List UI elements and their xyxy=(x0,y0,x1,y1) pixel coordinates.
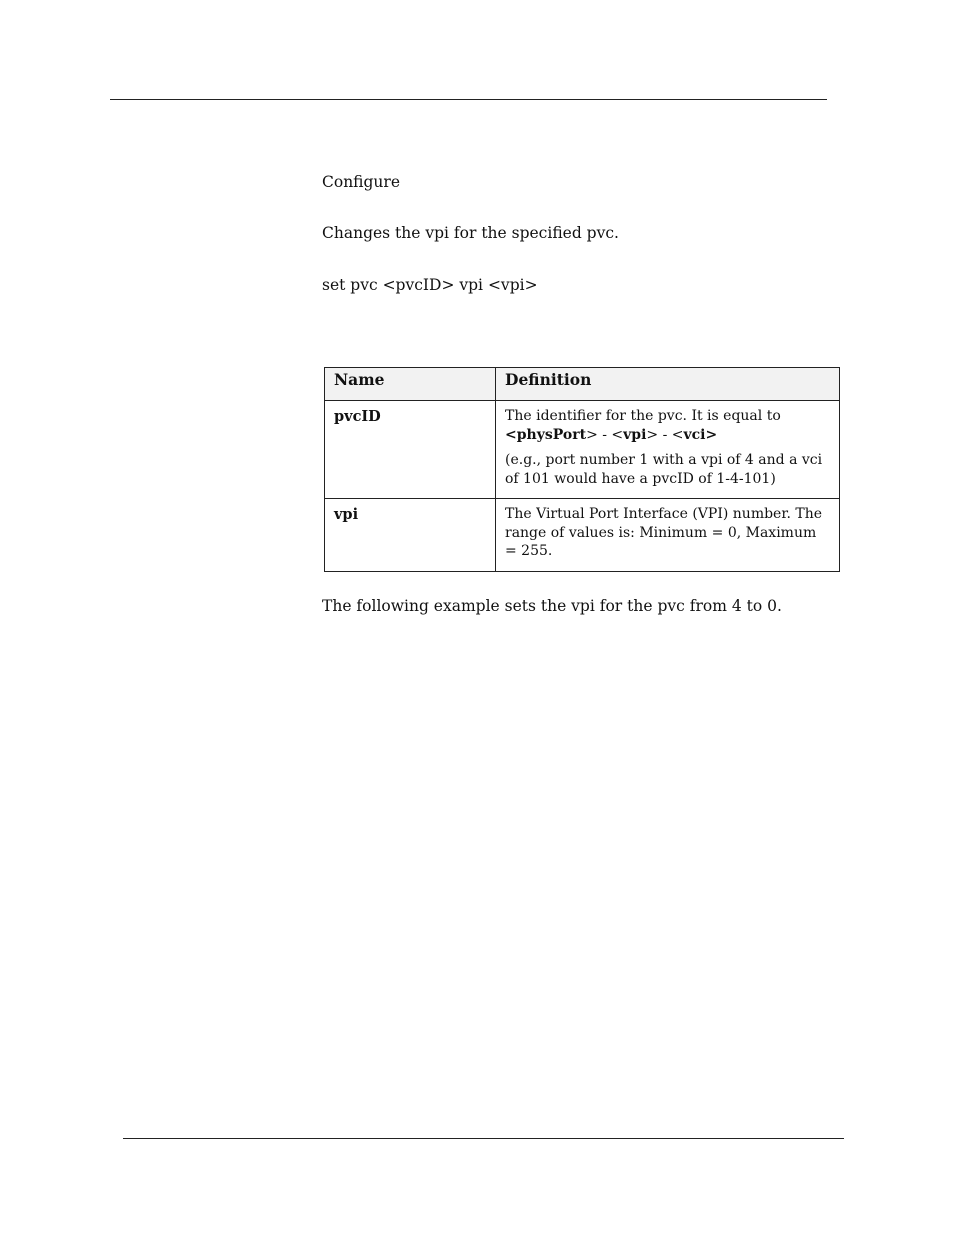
command-description: Changes the vpi for the specified pvc. xyxy=(322,224,619,242)
parameters-table xyxy=(324,367,840,572)
param-definition-vpi: The Virtual Port Interface (VPI) number. The range of values is: Minimum = 0, Maximum = 255. xyxy=(496,499,840,572)
table-row xyxy=(325,401,840,499)
param-name-pvcid: pvcID xyxy=(325,401,496,499)
param-definition-pvcid xyxy=(496,401,840,499)
table-header-row xyxy=(325,368,840,401)
pvcid-format xyxy=(505,426,831,445)
footer-rule xyxy=(123,1138,844,1139)
format-gt: > xyxy=(705,426,718,443)
column-header-name: Name xyxy=(325,368,496,401)
param-name-vpi: vpi xyxy=(325,499,496,572)
table-row xyxy=(325,499,840,572)
command-mode: Configure xyxy=(322,173,400,191)
header-rule xyxy=(110,99,827,100)
format-physport: physPort xyxy=(516,426,587,443)
example-intro: The following example sets the vpi for the pvc from 4 to 0. xyxy=(322,597,782,615)
format-vci: vci xyxy=(683,426,706,443)
format-lt: < xyxy=(505,426,517,443)
pvcid-example-note: (e.g., port number 1 with a vpi of 4 and a vci of 101 would have a pvcID of 1-4-101) xyxy=(505,452,823,487)
format-sep-2: > - < xyxy=(646,426,684,443)
format-vpi: vpi xyxy=(623,426,647,443)
pvcid-definition-text: The identifier for the pvc. It is equal to xyxy=(505,408,781,424)
format-sep-1: > - < xyxy=(586,426,624,443)
column-header-definition: Definition xyxy=(496,368,840,401)
command-syntax: set pvc <pvcID> vpi <vpi> xyxy=(322,276,538,294)
